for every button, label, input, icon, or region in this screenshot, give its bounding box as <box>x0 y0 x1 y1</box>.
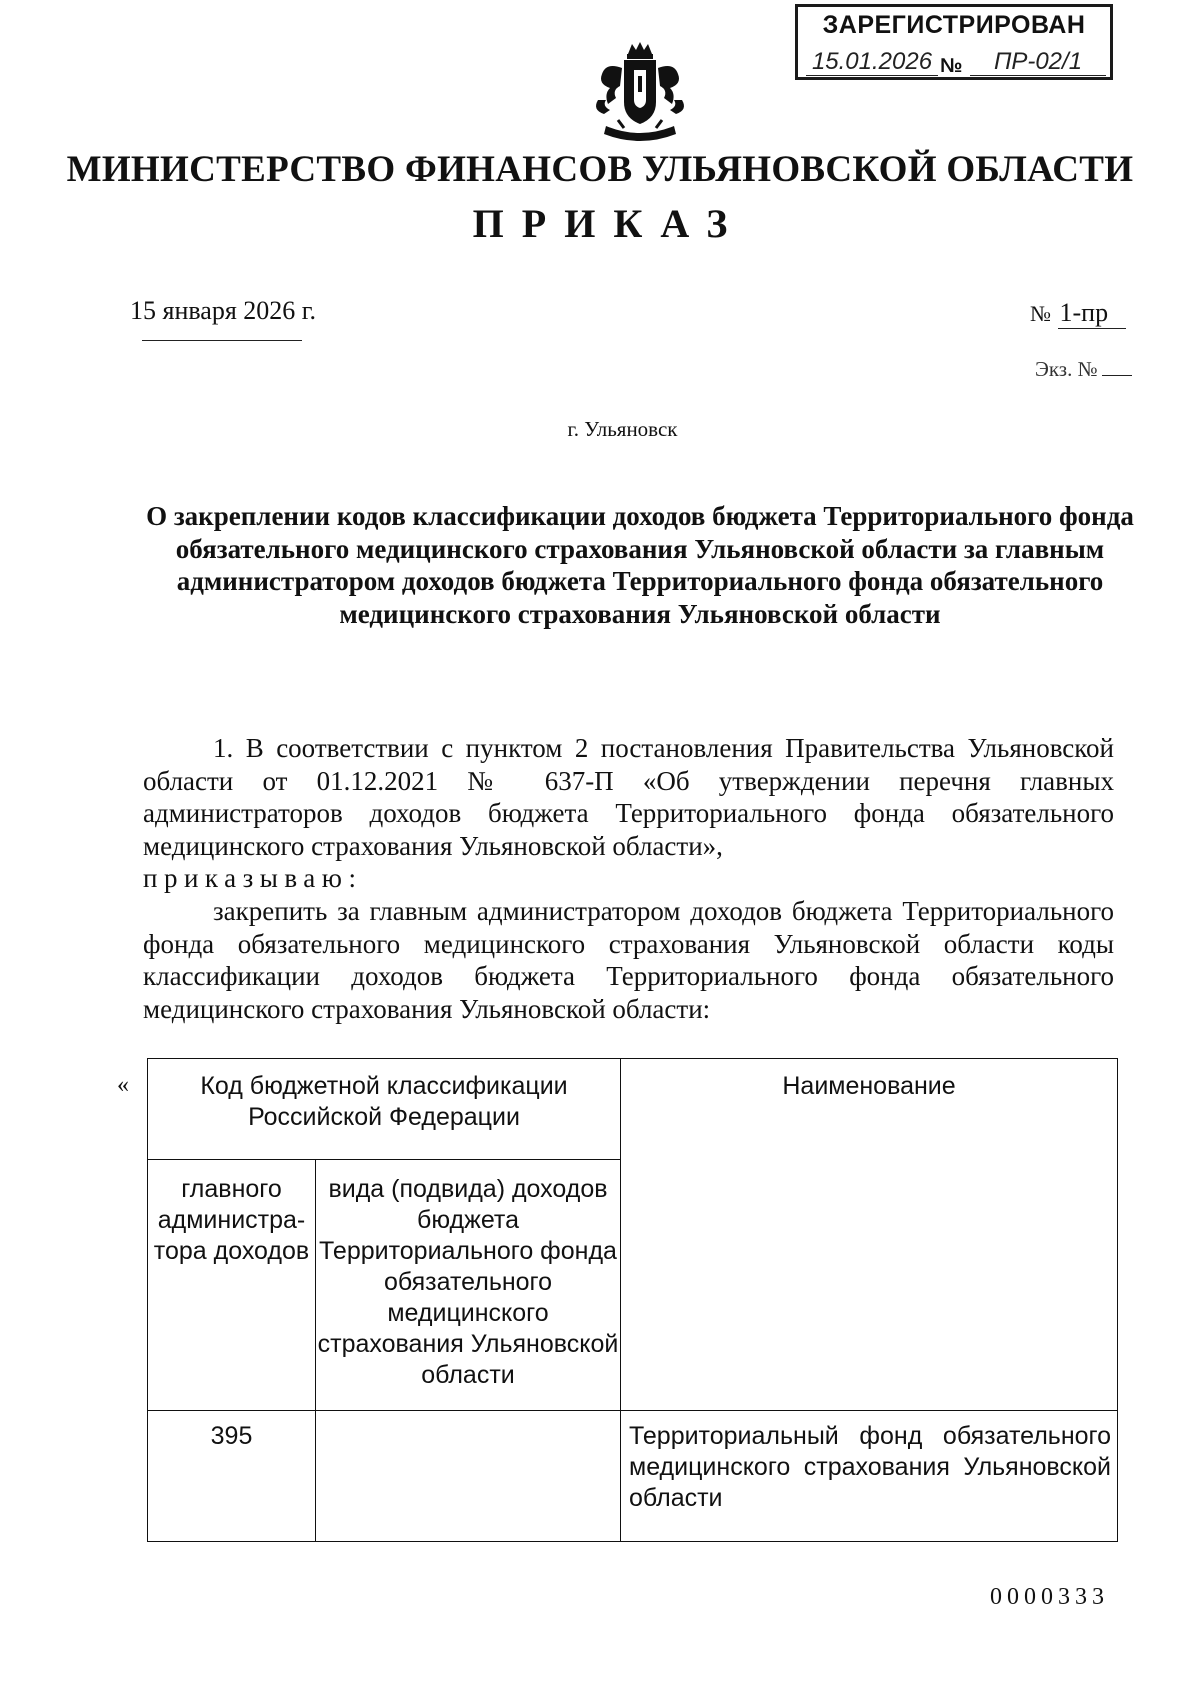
order-word: приказываю: <box>143 863 363 893</box>
copy-number-blank <box>1102 375 1132 376</box>
stamp-number-label: № <box>940 55 963 77</box>
stamp-number: ПР-02/1 <box>970 49 1106 76</box>
page-serial-number: 0000333 <box>990 1584 1109 1610</box>
coat-of-arms-icon <box>584 40 696 152</box>
subheader-admin: главного администра-тора доходов <box>148 1160 316 1411</box>
cell-admin-code: 395 <box>148 1411 316 1542</box>
opening-quote: « <box>117 1072 129 1098</box>
order-number: 1-пр <box>1058 298 1127 329</box>
cell-name: Территориальный фонд обязательного медицинского страхования Ульяновской области <box>621 1411 1118 1542</box>
order-number-label: № <box>1030 301 1051 326</box>
document-type-heading: ПРИКАЗ <box>472 201 746 246</box>
header-name: Наименование <box>621 1059 1118 1411</box>
order-subject: О закреплении кодов классификации доходов бюджета Территориального фонда обязательного медицинского страхования Ульяновской области за главным администратором доходов бюджета Территориального фонда обязательного медицинского страхования Ульяновской области <box>146 501 1134 629</box>
subheader-income-kind: вида (подвида) доходов бюджета Территориального фонда обязательного медицинского страхования Ульяновской области <box>316 1160 621 1411</box>
stamp-title: ЗАРЕГИСТРИРОВАН <box>822 11 1086 39</box>
paragraph-2: закрепить за главным администратором доходов бюджета Территориального фонда обязательного медицинского страхования Ульяновской области коды классификации доходов бюджета Территориального фонда обязательного медицинского страхования Ульяновской области: <box>143 896 1114 1024</box>
stamp-date: 15.01.2026 <box>806 49 938 76</box>
table-row <box>148 1411 1118 1542</box>
ministry-title: МИНИСТЕРСТВО ФИНАНСОВ УЛЬЯНОВСКОЙ ОБЛАСТИ <box>66 149 1134 190</box>
city: г. Ульяновск <box>567 417 678 441</box>
header-budget-code: Код бюджетной классификации Российской Федерации <box>148 1059 621 1160</box>
cell-income-kind <box>316 1411 621 1542</box>
copy-number-label: Экз. № <box>1035 357 1098 381</box>
registration-stamp <box>795 4 1113 80</box>
stamp-details <box>806 47 1102 79</box>
paragraph-1: 1. В соответствии с пунктом 2 постановления Правительства Ульяновской области от 01.12.2021 № 637-П «Об утверждении перечня главных администраторов доходов бюджета Территориального фонда обязательного медицинского страхования Ульяновской области», <box>143 733 1114 861</box>
income-codes-table <box>147 1058 1118 1542</box>
order-number-block <box>1030 298 1126 329</box>
date-underline <box>142 340 302 341</box>
order-date: 15 января 2026 г. <box>130 296 317 325</box>
copy-number-block <box>1035 357 1132 382</box>
